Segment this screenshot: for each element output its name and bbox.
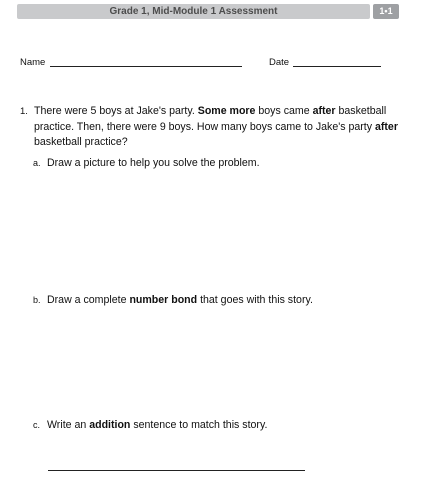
part-b-text-post: that goes with this story. [197,294,313,306]
date-label: Date [269,57,290,68]
part-c-text-pre: Write an [47,419,90,431]
part-c-text-post: sentence to match this story. [130,419,268,431]
part-a [33,156,260,170]
name-label: Name [20,57,46,68]
problem-1 [20,104,400,151]
part-b-text-pre: Draw a complete [47,294,130,306]
part-b [33,293,313,307]
problem-number: 1. [20,106,28,117]
problem-text-segment: boys came [255,105,313,117]
problem-emphasis-after: after [374,120,398,133]
module-badge: 1•1 [373,4,399,19]
problem-emphasis-some-more: Some more [197,105,256,117]
part-b-letter: b. [33,295,41,305]
name-field-line[interactable] [50,66,242,67]
part-a-text: Draw a picture to help you solve the problem. [47,157,260,169]
date-field-line[interactable] [293,66,381,67]
assessment-header-bar [17,4,370,19]
problem-text-segment: There were 5 boys at Jake's party. [34,105,198,117]
part-a-letter: a. [33,158,41,168]
problem-text-segment: basketball practice. Then, there were 9 boys. How many boys came to Jake's party [34,105,387,133]
problem-text [34,104,400,151]
problem-text-segment: basketball practice? [34,136,128,148]
problem-emphasis-after: after [312,105,336,117]
assessment-title: Grade 1, Mid-Module 1 Assessment [109,6,278,17]
part-c [33,418,267,432]
addition-sentence-answer-line[interactable] [48,470,305,471]
part-b-emphasis: number bond [129,294,198,306]
part-c-letter: c. [33,420,41,430]
part-c-emphasis: addition [89,419,131,431]
